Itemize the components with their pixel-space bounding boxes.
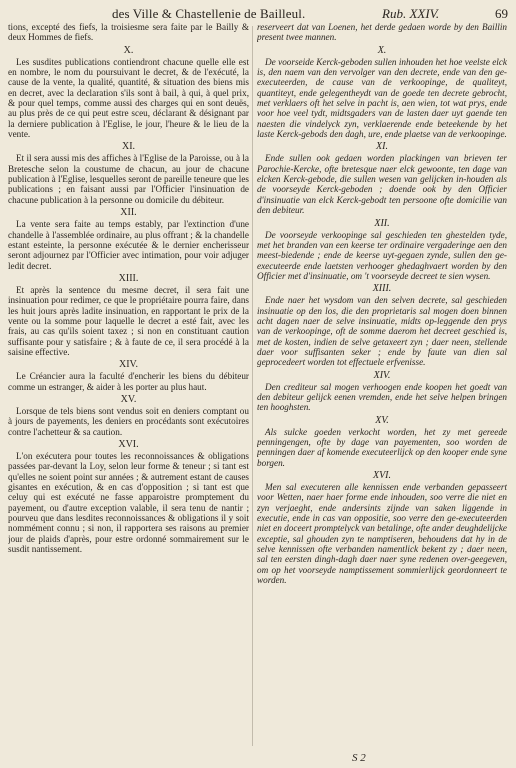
article-number: XII. <box>120 207 137 219</box>
article-number: XIV. <box>119 359 138 371</box>
article-text: Men sal executeren alle kennissen ende verbanden gepasseert voor Wetten, naer haer forme ende inhouden, soo verre die niet en zyn verjaeght, ende andersints zijnde van saken liggende in executie, ende in cas van oppositie, soo verre den ge-executeerden niet en doceert promptelyck van betalinge, ofte ander deughdelijcke exceptie, sal ghouden zyn te namptiseren, behoudens dat hy in de selve kennissen ofte verbanden namentlick bekent zy ; daer neen, sal ten eersten dingh-dagh daer naer syne redenen over-geegeven, om op het voorseyde namptissement sommierlijck geordonneert te worden. <box>257 482 507 586</box>
article-text: Et il sera aussi mis des affiches à l'Eglise de la Paroisse, ou à la Bretesche selon la coustume de chacun, au jour de chacune publication à l'Eglise, lesquelles seront de pareille teneure que les publications ; en faisant aussi par l'Officier l'insinuation de chacune publication à la personne ou domicile du débiteur. <box>8 153 249 205</box>
article-text: Ende naer het wysdom van den selven decrete, sal geschieden insinuatie op den los, die den proprietaris sal mogen doen binnen acht dagen naer de selve insinuatie, midts op-leggende den prys van de verkoopinge, oft de somme daerom het decreet geschied is, met de kosten, indien de selve getaxeert zyn ; daer neen, stellende daer voor suffisanten seker ; ende by faute van dien sal geprocedeert worden tot effectuele erfvenisse. <box>257 295 507 368</box>
article-text: Ende sullen ook gedaen worden plackingen van brieven ter Parochie-Kercke, ofte bretesque naer elck gewoonte, ten dage van elcken Kerck-gebode, die sullen wesen van gelijcken in-houden als de voorseyde Kerck-geboden ; doende ook by den Officier d'insinuatie van elck Kerck-gebodt ten persoone ofte domicilie van den debiteur. <box>257 153 507 216</box>
french-continuation: tions, excepté des fiefs, la troisiesme sera faite par le Bailly & deux Hommes de fiefs. <box>8 22 249 43</box>
article-number: XVI. <box>118 439 139 450</box>
signature-mark: S 2 <box>352 752 366 764</box>
article-number: XIV. <box>373 369 391 381</box>
page-number: 69 <box>495 6 508 21</box>
article-text: Les susdites publications contiendront chacune quelle elle est en nombre, le nom du poursuivant le decret, & de l'exécuté, la cause de la vente, la qualité, quantité, & situation des biens mis en decret, avec la declaration s'ils sont à bail, à qui, à quel prix, & pour quel temps, comme aussi des charges qui en sont deuës, au plus près de ce qui peut estre sceu, déclarant & désignant par la derniere publication à l'Eglise, le jour, l'heure & le lieu de la vente. <box>8 56 249 140</box>
flemish-column <box>257 22 507 757</box>
article-number: XI. <box>121 141 136 153</box>
article-text: Als sulcke goeden verkocht worden, het zy met gereede penningengen, ofte by dage van payementen, soo worden de penningen daer af komende executeerlijck op den kooper ende syne borgen. <box>257 426 507 468</box>
article-number: XIII. <box>118 272 139 284</box>
flemish-continuation: reserveert dat van Loenen, het derde gedaen worde by den Baillin present twee mannen. <box>257 22 507 43</box>
article-text: Le Créancier aura la faculté d'encherir les biens du débiteur comme un estranger, & aider à les porter au plus haut. <box>8 371 249 392</box>
article-number: XIII. <box>372 283 392 295</box>
column-divider <box>252 26 253 746</box>
article-text: Den crediteur sal mogen verhoogen ende koopen het goedt van den debiteur gelijck eenen vremden, ende het selve helpen bringen ten hooghsten. <box>257 381 507 413</box>
running-header <box>0 4 516 24</box>
article-text: L'on exécutera pour toutes les reconnoissances & obligations passées par-devant la Loy, selon leur forme & teneur ; si tant est qu'elles ne soient point sur années ; & autrement estant de causes gisantes en exécution, & en cas d'opposition ; si tant est que celuy qui est exécuté ne fasse apparoistre promptement du payement, ou d'autre exception valable, il sera tenu de nantir ; pourveu que dans lesdites reconnoissances & obligations il y soit nommément connu ; si non, il rapportera ses raisons au premier jour de plaids d'après, pour estre ordonné sommairement sur le susdit nantissement. <box>8 451 249 555</box>
article-text: La vente sera faite au temps estably, par l'extinction d'une chandelle à l'assemblée ordinaire, au plus offrant ; & la chandelle estant esteinte, la personne exécutée & le dernier encherisseur seront adjournez par l'Officier avec intimation, pour voir adjuger ledit decret. <box>8 219 249 271</box>
article-number: XV. <box>375 414 389 426</box>
header-title: des Ville & Chastellenie de Bailleul. <box>112 6 306 21</box>
header-rubric: Rub. XXIV. <box>382 6 440 21</box>
article-number: XVI. <box>372 470 392 482</box>
article-text: De voorseide Kerck-geboden sullen inhouden het hoe veelste elck is, den naem van den vervolger van den decrete, ende van den ge-executeerden, de cause van de verkoopinge, de qualiteyt, quantiteyt, ende gelegentheydt van de goede ten decrete gebrocht, met verklaers oft het selve in pacht is, aen wien, tot wat prys, ende voor hoe veel tydt, midtsgaders van de lasten daer uyt gaende ten naesten die vindelyck zyn, verklaerende ende beteekende by het laste Kerck-gebods den dagh, ure, ende plaetse van de verkoopinge. <box>257 56 507 140</box>
article-text: Lorsque de tels biens sont vendus soit en deniers comptant ou à jours de payements, les deniers en procédants sont exécutoires contre l'achetteur & sa caution. <box>8 405 249 437</box>
article-number: X. <box>377 44 387 56</box>
french-column <box>8 22 249 757</box>
article-text: Et après la sentence du mesme decret, il sera fait une insinuation pour redimer, ce que le propriétaire pourra faire, dans les huit jours après ladite insinuation, en rapportant le prix de la vente ou la somme pour laquelle le decret a esté fait, avec les frais, au cas qu'ils soient taxez ; si non en constituant caution suffisante pour y satisfaire ; & à faute de ce, il sera procédé à la saisine effective. <box>8 284 249 357</box>
article-number: XII. <box>374 217 390 229</box>
article-number: XI. <box>376 141 388 153</box>
article-text: De voorseyde verkoopinge sal geschieden ten ghestelden tyde, met het branden van een keerse ter ordinaire vergaderinge aen den meest-biedende ; ende de keerse uyt-gegaen zynde, sullen den ge-executeerde ende laetsten verhooger ghedaghvaert worden by den Officier met d'insinuatie, om 't voorseyde decreet te sien wysen. <box>257 229 507 281</box>
article-number: X. <box>123 44 134 56</box>
article-number: XV. <box>120 393 137 405</box>
